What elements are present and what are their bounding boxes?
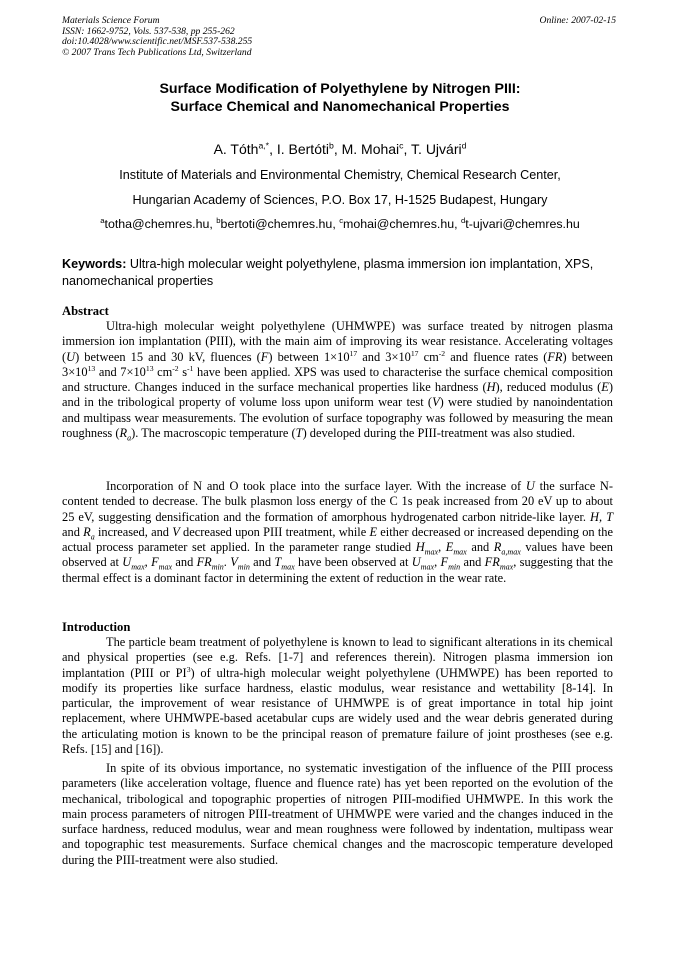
journal-name: Materials Science Forum [62,15,160,26]
intro-paragraph-2: In spite of its obvious importance, no systematic investigation of the influence of the PIII process parameters (like acceleration voltage, fluence and fluence rate) has yet been reported on the evolution of the mechanical, tribological and topographic properties of nitrogen PIII-modified UHMWPE. In this work the main process parameters of nitrogen PIII-treatment of UHMWPE were varied and the changes induced in the surface hardness, reduced modulus, wear and mean roughness were followed by indentation, multipass wear and topographic test measurements. Surface chemical changes and the macroscopic temperature developed during the PIII-treatment were also studied. [62,761,613,867]
doi-line: doi:10.4028/www.scientific.net/MSF.537-538.255 [62,36,253,47]
online-date: Online: 2007-02-15 [539,15,616,26]
abstract-heading: Abstract [62,304,109,318]
introduction-heading: Introduction [62,620,131,634]
affiliation-line-2: Hungarian Academy of Sciences, P.O. Box 17, H-1525 Budapest, Hungary [132,193,548,207]
abstract-paragraph-1: Ultra-high molecular weight polyethylene (UHMWPE) was surface treated by nitrogen plasma immersion ion implantation (PIII), with the main aim of improving its wear resistance. Accelerating voltages (U) between 15 and 30 kV, fluences (F) between $1\times 10^{17}$ and $3\times 10^{17}$ $cm^{-2}$ and fluence rates (FR) between $3\times 10^{13}$ and $7\times 10^{13}$ $cm^{-2}$ $s^{-1}$ have been applied. XPS was used to characterise the surface chemical composition and structure. Changes induced in the surface mechanical properties like hardness (H), reduced modulus (E) and in the tribological property of volume loss upon uniform wear test (V) were studied by nanoindentation and multipass wear measurements. The evolution of surface topography was followed by measuring the mean roughness $(R_a)$. The macroscopic temperature (T) developed during the PIII-treatment was also studied. [62,319,613,443]
keywords-label: Keywords: [62,257,127,271]
email[interactable]: $^b$bertoti@chemres.hu, [216,215,340,231]
author: M. Mohai$^c$, [341,140,412,157]
journal-header [62,16,618,58]
title-line-2: Surface Chemical and Nanomechanical Properties [170,99,510,115]
email[interactable]: $^d$t-ujvari@chemres.hu [461,215,580,231]
email-list [62,216,618,232]
email[interactable]: $^a$totha@chemres.hu, [100,215,217,231]
issn-line: ISSN: 1662-9752, Vols. 537-538, pp 255-262 [62,25,235,37]
paper-title [62,80,618,116]
copyright-line: © 2007 Trans Tech Publications Ltd, Switzerland [62,46,252,58]
keywords [62,256,614,289]
affiliation-line-1: Institute of Materials and Environmental Chemistry, Chemical Research Center, [119,168,561,182]
intro-paragraph-1: The particle beam treatment of polyethylene is known to lead to significant alterations in its chemical and physical properties (see e.g. Refs. [1-7] and references therein). Nitrogen plasma immersion ion implantation (PIII or $PI^3$) of ultra-high molecular weight polyethylene (UHMWPE) has been reported to modify its properties like surface hardness, elastic modulus, wear resistance and wettability [8-14]. In particular, the improvement of wear resistance of UHMWPE is of great importance in total hip joint replacement, where UHMWPE-based acetabular cups are widely used and the wear debris generated during the articulating motion is known to be the principal reason of premature failure of joint prostheses (see e.g. Refs. [15] and [16]). [62,635,613,757]
email[interactable]: $^c$mohai@chemres.hu, [339,215,461,231]
author-list [62,140,618,158]
author: T. Ujvári$^d$ [411,140,467,157]
abstract-paragraph-2: Incorporation of N and O took place into the surface layer. With the increase of U the surface N-content tended to decrease. The bulk plasmon loss energy of the C 1s peak increased from 20 eV up to about 25 eV, suggesting densification and the formation of amorphous hydrogenated carbon nitride-like layer. H, T and $R_a$ increased, and V decreased upon PIII treatment, while E either decreased or increased depending on the actual process parameter set applied. In the parameter range studied $H_{max}$, $E_{max}$ and $R_{a,max}$ values have been observed at $U_{max}$, $F_{max}$ and $FR_{min}$. $V_{min}$ and $T_{max}$ have been observed at $U_{max}$, $F_{min}$ and $FR_{max}$, suggesting that the thermal effect is a dominant factor in determining the extent of reduction in the wear rate. [62,479,614,585]
title-line-1: Surface Modification of Polyethylene by Nitrogen PIII: [159,81,521,97]
author: I. Bertóti$^b$, [276,140,342,157]
keywords-text: Ultra-high molecular weight polyethylene, plasma immersion ion implantation, XPS, nanomechanical properties [62,257,594,288]
author: A. Tóth$^{a,*}$, [213,140,277,157]
